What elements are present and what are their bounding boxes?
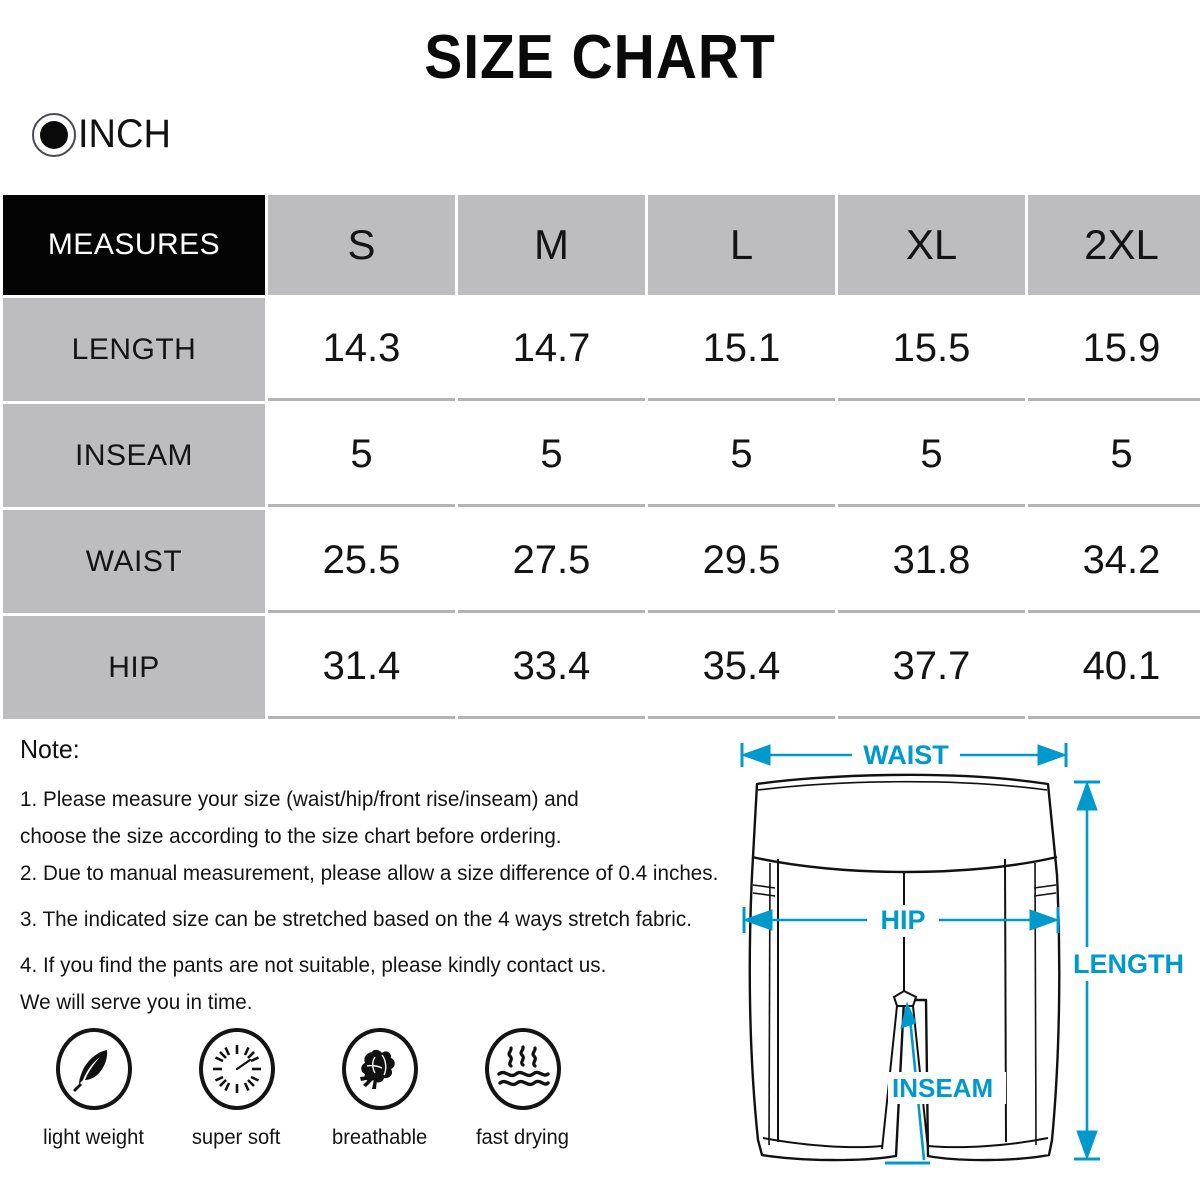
size-chart-table <box>0 192 1200 722</box>
row-label-waist: WAIST <box>3 510 265 613</box>
cell-length-s: 14.3 <box>268 298 455 401</box>
cell-length-m: 14.7 <box>458 298 645 401</box>
feature-breathable <box>308 1028 451 1150</box>
note-line-4b: We will serve you in time. <box>20 990 253 1014</box>
cell-length-xl: 15.5 <box>838 298 1025 401</box>
cell-inseam-xl: 5 <box>838 404 1025 507</box>
label-inseam: INSEAM <box>892 1073 994 1103</box>
note-spacer <box>20 938 720 947</box>
cell-hip-2xl: 40.1 <box>1028 616 1200 719</box>
cell-waist-s: 25.5 <box>268 510 455 613</box>
note-heading: Note: <box>20 734 80 764</box>
note-line-1: 1. Please measure your size (waist/hip/front rise/inseam) and <box>20 787 579 811</box>
unit-selector[interactable] <box>32 112 176 157</box>
cell-hip-s: 31.4 <box>268 616 455 719</box>
header-size-m: M <box>458 195 645 295</box>
shorts-measurement-diagram <box>700 725 1200 1200</box>
table-row <box>3 298 1200 401</box>
cell-waist-l: 29.5 <box>648 510 835 613</box>
feature-light-weight <box>22 1028 165 1150</box>
cotton-icon <box>342 1028 418 1110</box>
cell-hip-l: 35.4 <box>648 616 835 719</box>
table-row <box>3 510 1200 613</box>
note-line-4: 4. If you find the pants are not suitable, please kindly contact us. <box>20 953 607 977</box>
header-size-xl: XL <box>838 195 1025 295</box>
cell-inseam-m: 5 <box>458 404 645 507</box>
feature-label: breathable <box>331 1126 428 1149</box>
radio-inch-icon[interactable] <box>32 113 76 157</box>
header-measures: MEASURES <box>3 195 265 295</box>
cell-waist-2xl: 34.2 <box>1028 510 1200 613</box>
cell-hip-m: 33.4 <box>458 616 645 719</box>
label-waist: WAIST <box>863 740 949 770</box>
note-section <box>20 734 720 1021</box>
header-size-2xl: 2XL <box>1028 195 1200 295</box>
cell-length-l: 15.1 <box>648 298 835 401</box>
table-row <box>3 616 1200 719</box>
feature-super-soft <box>165 1028 308 1150</box>
unit-label: INCH <box>78 112 171 156</box>
feature-list <box>22 1028 594 1150</box>
cell-hip-xl: 37.7 <box>838 616 1025 719</box>
table-row <box>3 404 1200 507</box>
feature-label: light weight <box>43 1126 144 1149</box>
row-label-inseam: INSEAM <box>3 404 265 507</box>
header-size-l: L <box>648 195 835 295</box>
feature-label: super soft <box>192 1126 281 1149</box>
header-size-s: S <box>268 195 455 295</box>
water-wave-icon <box>485 1028 561 1110</box>
feather-icon <box>56 1028 132 1110</box>
cell-waist-xl: 31.8 <box>838 510 1025 613</box>
row-label-length: LENGTH <box>3 298 265 401</box>
sun-burst-icon <box>199 1028 275 1110</box>
cell-inseam-2xl: 5 <box>1028 404 1200 507</box>
cell-inseam-l: 5 <box>648 404 835 507</box>
cell-length-2xl: 15.9 <box>1028 298 1200 401</box>
label-length: LENGTH <box>1073 949 1184 979</box>
label-hip: HIP <box>880 905 926 935</box>
note-line-2: 2. Due to manual measurement, please allow a size difference of 0.4 inches. <box>20 861 719 885</box>
note-line-3: 3. The indicated size can be stretched based on the 4 ways stretch fabric. <box>20 907 692 931</box>
cell-waist-m: 27.5 <box>458 510 645 613</box>
feature-fast-drying <box>451 1028 594 1150</box>
table-header-row <box>3 195 1200 295</box>
page-title: SIZE CHART <box>424 23 776 92</box>
row-label-hip: HIP <box>3 616 265 719</box>
feature-label: fast drying <box>475 1126 569 1149</box>
note-line-1b: choose the size according to the size chart before ordering. <box>20 824 562 848</box>
cell-inseam-s: 5 <box>268 404 455 507</box>
note-spacer <box>20 892 720 901</box>
radio-dot-icon <box>40 121 68 149</box>
